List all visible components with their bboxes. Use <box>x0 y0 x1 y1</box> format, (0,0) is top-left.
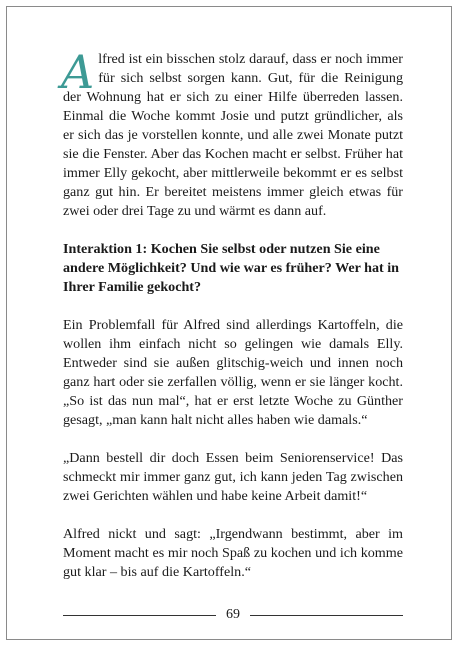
paragraph-intro <box>61 45 403 221</box>
page-number: 69 <box>226 607 240 622</box>
paragraph-spacer <box>63 221 403 240</box>
paragraph-reply: Alfred nickt und sagt: „Irgendwann bestimmt, aber im Moment macht es mir noch Spaß zu kochen und ich komme gut klar – bis auf die Kartoffeln.“ <box>63 526 403 580</box>
interaction-heading: Interaktion 1: Kochen Sie selbst oder nutzen Sie eine andere Möglichkeit? Und wie war es früher? Wer hat in Ihrer Familie gekocht? <box>63 241 400 295</box>
page-footer <box>63 605 403 625</box>
paragraph-spacer <box>63 506 403 525</box>
paragraph-spacer <box>63 297 403 316</box>
paragraph-potatoes: Ein Problemfall für Alfred sind allerdings Kartoffeln, die wollen ihm einfach nicht so gelingen wie damals Elly. Entweder sind sie außen glitschig-weich und innen noch ganz hart oder sie zerfallen völlig, wenn er sie länger kocht. „So ist das nun mal“, hat er erst letzte Woche zu Günther gesagt, „man kann halt nicht alles haben wie damals.“ <box>63 317 403 428</box>
paragraph-spacer <box>63 430 403 449</box>
drop-cap-letter: A <box>61 45 95 99</box>
footer-rule-left <box>63 615 216 616</box>
page-body <box>61 45 403 582</box>
paragraph-seniorenservice: „Dann bestell dir doch Essen beim Seniorenservice! Das schmeckt mir immer ganz gut, ich kann jeden Tag zwischen zwei Gerichten wählen und habe keine Arbeit damit!“ <box>63 450 403 504</box>
paragraph-intro-text: lfred ist ein bisschen stolz darauf, dass er noch immer für sich selbst sorgen kann. Gut, für die Reinigung der Wohnung hat er sich zu einer Hilfe überreden lassen. Einmal die Woche kommt Josie und putzt gründlicher, als er sich das je vorstellen konnte, und alle zwei Monate putzt sie die Fenster. Aber das Kochen macht er selbst. Früher hat immer Elly gekocht, aber mittlerweile bekommt er es selbst ganz gut hin. Er bereitet meistens immer gleich etwas für zwei oder drei Tage zu und wärmt es dann auf. <box>63 51 403 219</box>
footer-rule-right <box>250 615 403 616</box>
book-page <box>6 6 452 640</box>
